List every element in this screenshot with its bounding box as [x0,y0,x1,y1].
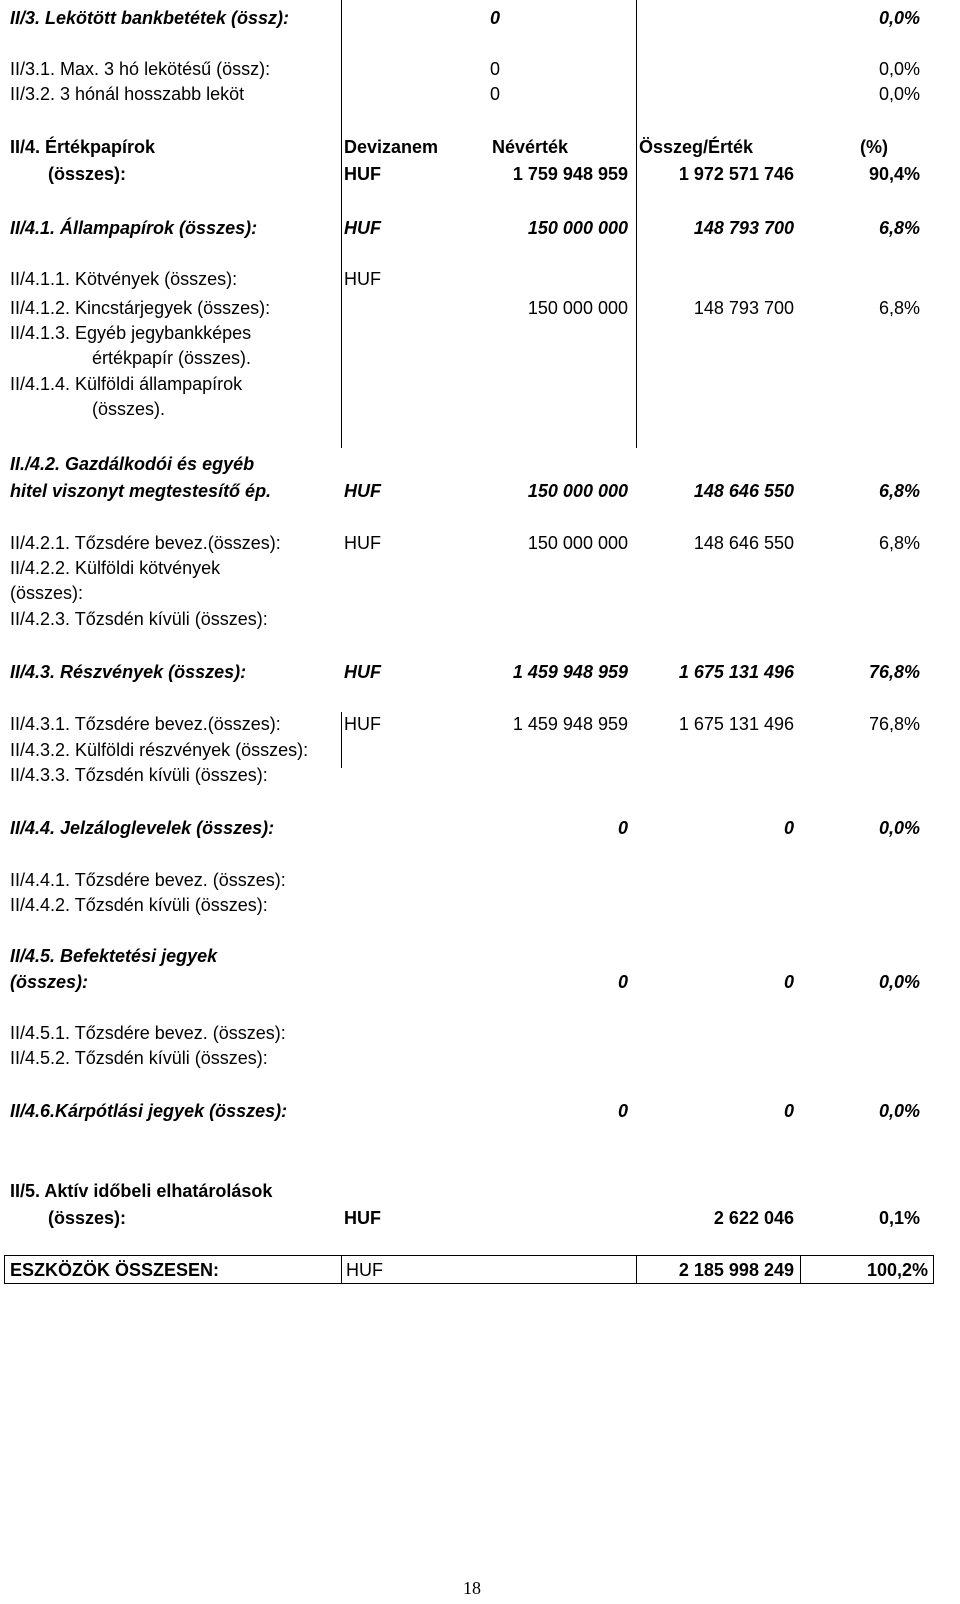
currency-value: HUF [344,662,381,682]
row-label: II/4.3.1. Tőzsdére bevez.(összes): [10,714,281,734]
nevertek-value: 0 [617,1101,628,1121]
percent-value: 0,1% [878,1208,920,1228]
osszeg-value: 1 675 131 496 [678,662,794,682]
osszeg-value: 1 972 571 746 [678,164,794,184]
row-label: II/3.1. Max. 3 hó lekötésű (össz): [10,59,271,79]
percent-value: 76,8% [868,714,920,734]
percent-value: 0,0% [878,84,920,104]
row-label: (összes): [10,583,84,603]
percent-value: 0,0% [878,972,920,992]
section-label: II/4.3. Részvények (összes): [10,662,247,682]
percent-value: 6,8% [878,533,920,553]
total-label: ESZKÖZÖK ÖSSZESEN: [10,1260,220,1280]
nevertek-value: 0 [617,972,628,992]
nevertek-value: 1 459 948 959 [512,714,628,734]
percent-value: 0,0% [878,818,920,838]
total-row-border [933,1255,934,1284]
currency-value: HUF [344,1208,381,1228]
osszeg-value: 0 [783,818,794,838]
row-label: II/4.3.3. Tőzsdén kívüli (összes): [10,765,268,785]
row-label: II/4.2.3. Tőzsdén kívüli (összes): [10,609,268,629]
percent-value: 6,8% [878,481,920,501]
percent-value: 6,8% [878,298,920,318]
percent-value: 6,8% [878,218,920,238]
currency-value: HUF [344,481,381,501]
nevertek-value: 0 [617,818,628,838]
nevertek-value: 150 000 000 [527,481,628,501]
osszeg-value: 0 [783,1101,794,1121]
column-header-nevertek: Névérték [492,137,569,157]
total-row-bottom-border [4,1283,934,1284]
osszeg-value: 2 185 998 249 [678,1260,794,1280]
nevertek-value: 0 [490,84,501,104]
row-label: II/4.1.1. Kötvények (összes): [10,269,238,289]
column-rule-left [341,0,342,448]
section-label: hitel viszonyt megtestesítő ép. [10,481,272,501]
row-label: II/4.1.2. Kincstárjegyek (összes): [10,298,271,318]
row-label: II/3. Lekötött bankbetétek (össz): [10,8,290,28]
osszeg-value: 148 646 550 [693,533,794,553]
column-header-percent: (%) [860,137,888,157]
nevertek-value: 0 [490,59,501,79]
nevertek-value: 150 000 000 [527,298,628,318]
total-row-border [636,1255,637,1284]
row-label: II/4.3.2. Külföldi részvények (összes): [10,740,309,760]
row-label: II/4.4.2. Tőzsdén kívüli (összes): [10,895,268,915]
section-label: II/4.6.Kárpótlási jegyek (összes): [10,1101,288,1121]
percent-value: 0,0% [878,59,920,79]
percent-value: 0,0% [878,8,920,28]
section-label: II./4.2. Gazdálkodói és egyéb [10,454,255,474]
total-row-top-border [4,1255,934,1256]
osszeg-value: 0 [783,972,794,992]
nevertek-value: 150 000 000 [527,218,628,238]
row-label: II/4.4.1. Tőzsdére bevez. (összes): [10,870,286,890]
row-label: II/4.1.3. Egyéb jegybankképes [10,323,252,343]
nevertek-value: 0 [490,8,501,28]
row-label: II/4.1.4. Külföldi állampapírok [10,374,243,394]
nevertek-value: 150 000 000 [527,533,628,553]
row-label: értékpapír (összes). [92,348,252,368]
osszeg-value: 148 646 550 [693,481,794,501]
section-label: (összes): [10,972,89,992]
column-rule-mid [636,0,637,448]
percent-value: 100,2% [866,1260,928,1280]
nevertek-value: 1 759 948 959 [512,164,628,184]
page-number: 18 [463,1578,481,1598]
osszeg-value: 1 675 131 496 [678,714,794,734]
section-label: II/5. Aktív időbeli elhatárolások [10,1181,273,1201]
column-header-osszeg: Összeg/Érték [639,137,754,157]
section-label: (összes): [48,1208,127,1228]
row-label: II/3.2. 3 hónál hosszabb leköt [10,84,245,104]
section-label: II/4. Értékpapírok [10,137,156,157]
percent-value: 0,0% [878,1101,920,1121]
section-label: (összes): [48,164,127,184]
total-row-border [4,1255,5,1284]
row-label: II/4.2.1. Tőzsdére bevez.(összes): [10,533,281,553]
currency-value: HUF [344,218,381,238]
row-label: II/4.2.2. Külföldi kötvények [10,558,221,578]
section-label: II/4.4. Jelzáloglevelek (összes): [10,818,275,838]
currency-value: HUF [344,533,381,553]
total-row-border [800,1255,801,1284]
currency-value: HUF [346,1260,383,1280]
nevertek-value: 1 459 948 959 [512,662,628,682]
osszeg-value: 148 793 700 [693,298,794,318]
currency-value: HUF [344,714,381,734]
osszeg-value: 148 793 700 [693,218,794,238]
percent-value: 76,8% [868,662,920,682]
column-rule-left-2 [341,712,342,768]
row-label: II/4.5.1. Tőzsdére bevez. (összes): [10,1023,286,1043]
total-row-border [341,1255,342,1284]
percent-value: 90,4% [868,164,920,184]
currency-value: HUF [344,269,381,289]
column-header-devizanem: Devizanem [344,137,439,157]
currency-value: HUF [344,164,381,184]
section-label: II/4.1. Állampapírok (összes): [10,218,258,238]
section-label: II/4.5. Befektetési jegyek [10,946,218,966]
row-label: II/4.5.2. Tőzsdén kívüli (összes): [10,1048,268,1068]
row-label: (összes). [92,399,166,419]
osszeg-value: 2 622 046 [713,1208,794,1228]
